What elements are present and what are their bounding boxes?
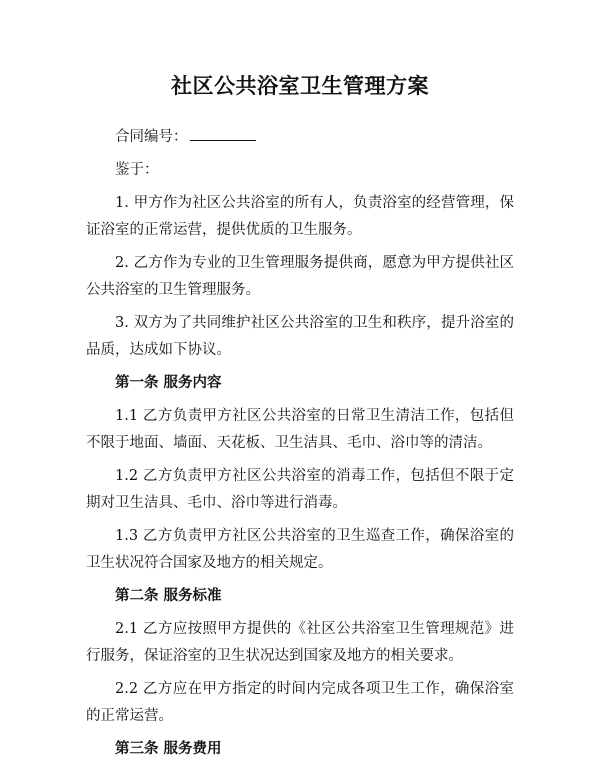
- contract-number-blank[interactable]: [190, 126, 256, 141]
- recital-1: 1. 甲方作为社区公共浴室的所有人，负责浴室的经营管理，保证浴室的正常运营，提供优质的卫生服务。: [86, 195, 514, 238]
- article-1-heading: 第一条 服务内容: [115, 375, 222, 391]
- clause-1-3: 1.3 乙方负责甲方社区公共浴室的卫生巡查工作，确保浴室的卫生状况符合国家及地方的相关规定。: [86, 528, 514, 571]
- recital-2: 2. 乙方作为专业的卫生管理服务提供商，愿意为甲方提供社区公共浴室的卫生管理服务。: [86, 255, 514, 298]
- contract-number-label: 合同编号：: [115, 129, 188, 145]
- document-title: 社区公共浴室卫生管理方案: [171, 73, 429, 98]
- recital-3: 3. 双方为了共同维护社区公共浴室的卫生和秩序，提升浴室的品质，达成如下协议。: [86, 315, 514, 358]
- article-3-heading: 第三条 服务费用: [115, 741, 222, 757]
- clause-1-2: 1.2 乙方负责甲方社区公共浴室的消毒工作，包括但不限于定期对卫生洁具、毛巾、浴巾等进行消毒。: [86, 468, 514, 511]
- clause-2-2: 2.2 乙方应在甲方指定的时间内完成各项卫生工作，确保浴室的正常运营。: [86, 681, 514, 724]
- article-2-heading: 第二条 服务标准: [115, 588, 222, 604]
- clause-1-1: 1.1 乙方负责甲方社区公共浴室的日常卫生清洁工作，包括但不限于地面、墙面、天花板、卫生洁具、毛巾、浴巾等的清洁。: [86, 408, 514, 451]
- clause-2-1: 2.1 乙方应按照甲方提供的《社区公共浴室卫生管理规范》进行服务，保证浴室的卫生状况达到国家及地方的相关要求。: [86, 621, 514, 664]
- whereas-label: 鉴于：: [115, 162, 159, 178]
- contract-number-line: [86, 124, 514, 151]
